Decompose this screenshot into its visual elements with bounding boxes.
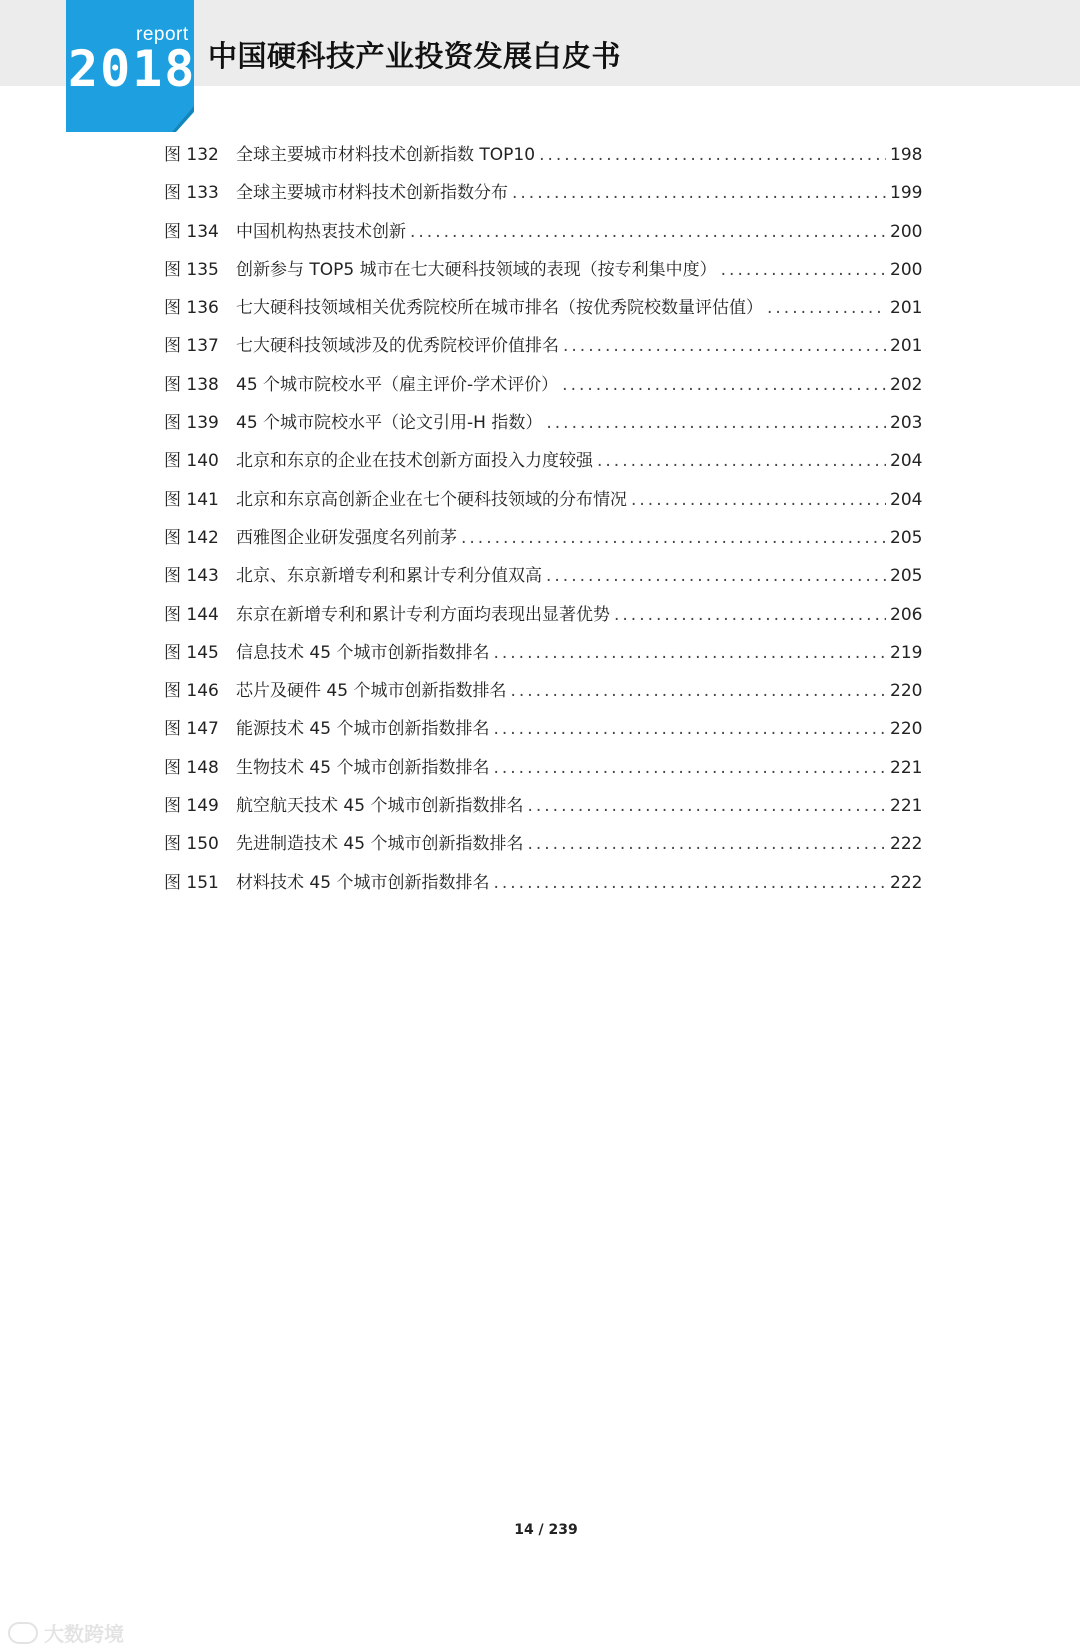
toc-entry[interactable]: [164, 446, 923, 484]
toc-leader-dots: [597, 451, 886, 471]
toc-page-number: 205: [890, 527, 923, 548]
toc-figure-title: 创新参与 TOP5 城市在七大硬科技领域的表现（按专利集中度）: [236, 259, 717, 280]
toc-figure-title: 东京在新增专利和累计专利方面均表现出显著优势: [236, 604, 610, 625]
toc-leader-dots: [539, 145, 886, 165]
toc-entry[interactable]: [164, 485, 923, 523]
toc-figure-title: 中国机构热衷技术创新: [236, 221, 406, 242]
toc-figure-title: 七大硬科技领域相关优秀院校所在城市排名（按优秀院校数量评估值）: [236, 298, 763, 319]
toc-entry[interactable]: [164, 408, 923, 446]
toc-page-number: 200: [890, 259, 923, 280]
toc-entry[interactable]: [164, 255, 923, 293]
toc-entry[interactable]: [164, 714, 923, 752]
toc-page-number: 220: [890, 719, 923, 740]
watermark: [8, 1618, 124, 1647]
toc-figure-title: 西雅图企业研发强度名列前茅: [236, 527, 457, 548]
toc-page-number: 199: [890, 183, 923, 204]
toc-page-number: 220: [890, 681, 923, 702]
toc-figure-number: 图 136: [164, 298, 219, 319]
toc-figure-number: 图 149: [164, 796, 219, 817]
toc-leader-dots: [527, 796, 886, 816]
toc-leader-dots: [546, 413, 886, 433]
toc-figure-number: 图 144: [164, 604, 219, 625]
toc-entry[interactable]: [164, 370, 923, 408]
toc-figure-title: 北京和东京高创新企业在七个硬科技领域的分布情况: [236, 489, 627, 510]
toc-figure-title: 七大硬科技领域涉及的优秀院校评价值排名: [236, 336, 559, 357]
toc-page-number: 204: [890, 451, 923, 472]
toc-figure-number: 图 147: [164, 719, 219, 740]
toc-leader-dots: [631, 490, 886, 510]
toc-leader-dots: [546, 566, 886, 586]
toc-entry[interactable]: [164, 600, 923, 638]
toc-page-number: 205: [890, 566, 923, 587]
toc-page-number: 198: [890, 145, 923, 165]
toc-leader-dots: [562, 375, 886, 395]
toc-page-number: 222: [890, 834, 923, 855]
toc-page-number: 200: [890, 221, 923, 242]
toc-figure-title: 航空航天技术 45 个城市创新指数排名: [236, 796, 524, 817]
toc-figure-number: 图 138: [164, 374, 219, 395]
toc-figure-number: 图 141: [164, 489, 219, 510]
toc-page-number: 221: [890, 757, 923, 778]
page-number: 14 / 239: [514, 1522, 578, 1538]
toc-leader-dots: [767, 298, 886, 318]
toc-entry[interactable]: [164, 178, 923, 216]
toc-entry[interactable]: [164, 331, 923, 369]
toc-figure-number: 图 142: [164, 527, 219, 548]
toc-figure-number: 图 140: [164, 451, 219, 472]
toc-leader-dots: [510, 681, 886, 701]
toc-entry[interactable]: [164, 676, 923, 714]
toc-leader-dots: [527, 834, 886, 854]
toc-entry[interactable]: [164, 638, 923, 676]
toc-figure-number: 图 135: [164, 259, 219, 280]
toc-leader-dots: [461, 528, 886, 548]
toc-figure-number: 图 139: [164, 413, 219, 434]
logo-year-text: 2018: [68, 40, 197, 98]
toc-page-number: 206: [890, 604, 923, 625]
toc-leader-dots: [493, 758, 886, 778]
toc-figure-title: 全球主要城市材料技术创新指数 TOP10: [236, 145, 536, 165]
toc-figure-number: 图 150: [164, 834, 219, 855]
toc-entry[interactable]: [164, 293, 923, 331]
document-title: 中国硬科技产业投资发展白皮书: [208, 39, 622, 73]
toc-leader-dots: [721, 260, 886, 280]
figure-list: [164, 140, 923, 906]
toc-figure-number: 图 133: [164, 183, 219, 204]
toc-page-number: 201: [890, 298, 923, 319]
toc-leader-dots: [493, 873, 886, 893]
toc-page-number: 221: [890, 796, 923, 817]
logo-report-text: report: [136, 24, 189, 45]
toc-entry[interactable]: [164, 829, 923, 867]
toc-leader-dots: [493, 643, 886, 663]
toc-figure-title: 生物技术 45 个城市创新指数排名: [236, 757, 490, 778]
toc-entry[interactable]: [164, 868, 923, 906]
toc-figure-number: 图 148: [164, 757, 219, 778]
toc-page-number: 219: [890, 642, 923, 663]
toc-figure-number: 图 134: [164, 221, 219, 242]
toc-entry[interactable]: [164, 217, 923, 255]
toc-page-number: 203: [890, 413, 923, 434]
toc-figure-title: 芯片及硬件 45 个城市创新指数排名: [236, 681, 507, 702]
toc-figure-number: 图 146: [164, 681, 219, 702]
toc-figure-number: 图 145: [164, 642, 219, 663]
toc-figure-title: 全球主要城市材料技术创新指数分布: [236, 183, 508, 204]
toc-figure-title: 北京和东京的企业在技术创新方面投入力度较强: [236, 451, 593, 472]
toc-figure-number: 图 143: [164, 566, 219, 587]
toc-page-number: 222: [890, 872, 923, 893]
toc-entry[interactable]: [164, 753, 923, 791]
toc-leader-dots: [512, 183, 886, 203]
toc-entry[interactable]: [164, 561, 923, 599]
toc-figure-number: 图 132: [164, 145, 219, 165]
toc-page-number: 202: [890, 374, 923, 395]
toc-figure-number: 图 151: [164, 872, 219, 893]
toc-page-number: 201: [890, 336, 923, 357]
toc-entry[interactable]: [164, 523, 923, 561]
toc-leader-dots: [410, 222, 886, 242]
toc-leader-dots: [614, 605, 886, 625]
toc-leader-dots: [493, 719, 886, 739]
toc-figure-number: 图 137: [164, 336, 219, 357]
logo-fold-corner: [176, 112, 194, 132]
watermark-logo-icon: [8, 1622, 38, 1644]
watermark-text: 大数跨境: [44, 1622, 124, 1646]
toc-figure-title: 北京、东京新增专利和累计专利分值双高: [236, 566, 542, 587]
toc-figure-title: 材料技术 45 个城市创新指数排名: [236, 872, 490, 893]
toc-leader-dots: [563, 336, 886, 356]
toc-page-number: 204: [890, 489, 923, 510]
toc-figure-title: 能源技术 45 个城市创新指数排名: [236, 719, 490, 740]
toc-figure-title: 先进制造技术 45 个城市创新指数排名: [236, 834, 524, 855]
toc-figure-title: 45 个城市院校水平（论文引用-H 指数）: [236, 413, 543, 434]
toc-entry[interactable]: [164, 791, 923, 829]
toc-entry[interactable]: [164, 140, 923, 178]
toc-figure-title: 信息技术 45 个城市创新指数排名: [236, 642, 490, 663]
toc-figure-title: 45 个城市院校水平（雇主评价-学术评价）: [236, 374, 559, 395]
